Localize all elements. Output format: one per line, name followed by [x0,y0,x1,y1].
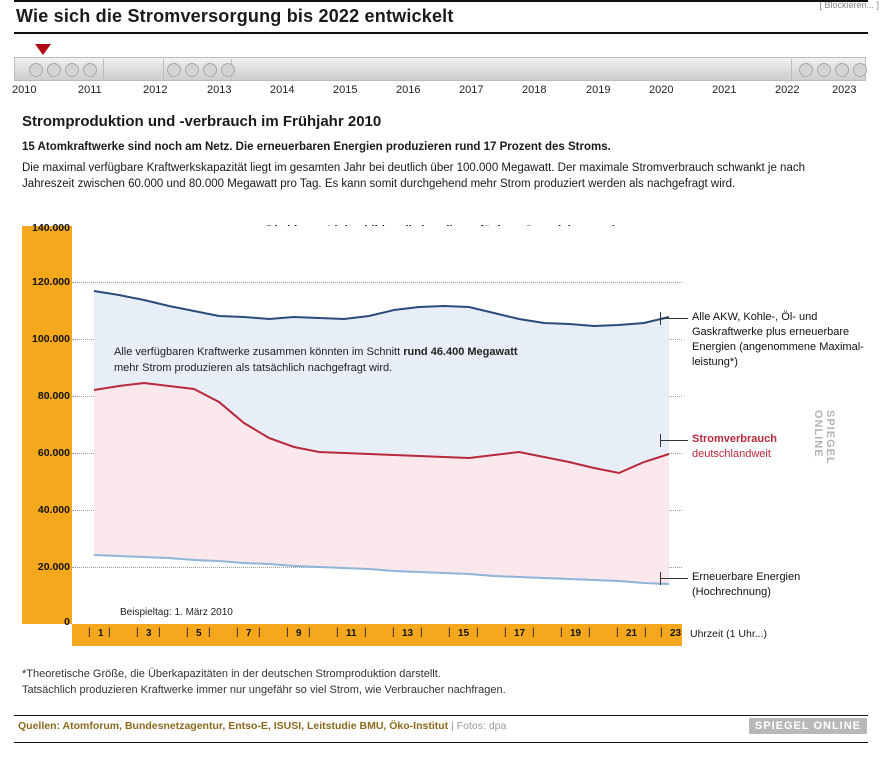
timeline-dots-group-2[interactable] [167,63,235,77]
x-pipe: | [420,627,423,638]
footnote-line-2: Tatsächlich produzieren Kraftwerke immer nur ungefähr so viel Strom, wie Verbraucher nachfragen. [22,684,506,696]
timeline-dot[interactable] [853,63,867,77]
x-tick-1: 1 [98,628,104,639]
sources-label: Quellen: [18,720,61,732]
x-tick-19: 19 [570,628,582,639]
x-pipe: | [532,627,535,638]
x-pipe: | [476,627,479,638]
footnote-line-1: *Theoretische Größe, die Überkapazitäten in der deutschen Stromproduktion darstellt. [22,668,441,680]
timeline-current-marker [35,44,51,55]
x-pipe: | [392,627,395,638]
x-pipe: | [186,627,189,638]
timeline-dot[interactable] [835,63,849,77]
x-pipe: | [336,627,339,638]
timeline-year-2020[interactable]: 2020 [649,84,674,96]
x-tick-15: 15 [458,628,470,639]
sources [18,720,506,732]
x-tick-23: 23 [670,628,682,639]
x-pipe: | [286,627,289,638]
y-tick-0: 0 [64,616,70,628]
timeline-year-2021[interactable]: 2021 [712,84,737,96]
y-tick-140000: 140.000 [32,222,70,234]
timeline-year-2023[interactable]: 2023 [832,84,857,96]
blockieren-label: [ Blockieren... ] [819,0,879,10]
gap-annotation-value: rund 46.400 Megawatt [403,346,518,358]
y-tick-80000: 80.000 [37,390,70,402]
x-pipe: | [504,627,507,638]
timeline-year-2014[interactable]: 2014 [270,84,295,96]
timeline-divider [103,59,104,80]
x-pipe: | [448,627,451,638]
footnotes [22,666,842,698]
leader-renewables-tick [660,572,661,585]
example-day-label: Beispieltag: 1. März 2010 [120,607,233,618]
timeline-divider [791,59,792,80]
x-pipe: | [308,627,311,638]
spiegel-online-logo: SPIEGEL ONLINE [749,718,867,734]
x-pipe: | [136,627,139,638]
x-pipe: | [236,627,239,638]
timeline-divider [163,59,164,80]
chart-container [22,222,867,640]
timeline-year-2013[interactable]: 2013 [207,84,232,96]
sources-divider [14,715,868,716]
timeline-year-2018[interactable]: 2018 [522,84,547,96]
x-pipe: | [560,627,563,638]
leader-consumption [660,440,688,441]
timeline-slider[interactable] [14,57,866,81]
timeline-year-2010[interactable]: 2010 [12,84,37,96]
x-tick-21: 21 [626,628,638,639]
timeline-year-2015[interactable]: 2015 [333,84,358,96]
timeline-year-2019[interactable]: 2019 [586,84,611,96]
timeline-year-2017[interactable]: 2017 [459,84,484,96]
timeline-dot[interactable] [221,63,235,77]
gap-annotation [114,344,654,376]
timeline-dot[interactable] [47,63,61,77]
timeline-dots-group-3[interactable] [799,63,867,77]
y-tick-120000: 120.000 [32,276,70,288]
timeline-dot[interactable] [185,63,199,77]
x-pipe: | [616,627,619,638]
y-tick-100000: 100.000 [32,333,70,345]
legend-renewables-label: Erneuerbare Energien (Hochrechnung) [692,571,801,598]
x-pipe: | [108,627,111,638]
x-tick-11: 11 [346,628,357,639]
x-tick-17: 17 [514,628,526,639]
gap-annotation-pre: Alle verfügbaren Kraftwerke zusammen könnten im Schnitt [114,346,404,358]
leader-capacity-tick [660,312,661,325]
timeline-dot[interactable] [83,63,97,77]
timeline-year-2012[interactable]: 2012 [143,84,168,96]
y-tick-20000: 20.000 [37,561,70,573]
y-tick-60000: 60.000 [37,447,70,459]
timeline-dot[interactable] [799,63,813,77]
x-tick-7: 7 [246,628,252,639]
top-divider [14,0,868,2]
leader-consumption-tick [660,434,661,447]
x-pipe: | [158,627,161,638]
x-tick-9: 9 [296,628,302,639]
bottom-divider [14,742,868,743]
timeline-year-2022[interactable]: 2022 [775,84,800,96]
x-pipe: | [588,627,591,638]
timeline-year-labels [0,84,883,98]
x-tick-5: 5 [196,628,202,639]
timeline-year-2016[interactable]: 2016 [396,84,421,96]
sources-separator: | [451,720,454,732]
y-tick-40000: 40.000 [37,504,70,516]
lead-text: 15 Atomkraftwerke sind noch am Netz. Die erneuerbaren Energien produzieren rund 17 Prozent des Stroms. [22,141,611,153]
x-pipe: | [88,627,91,638]
plot-area [72,226,682,624]
x-pipe: | [660,627,663,638]
chart-subtitle: Stromproduktion und -verbrauch im Frühjahr 2010 [22,113,382,130]
leader-capacity [660,318,688,319]
page-title: Wie sich die Stromversorgung bis 2022 entwickelt [16,6,454,26]
timeline-year-2011[interactable]: 2011 [78,84,102,96]
x-axis-label: Uhrzeit (1 Uhr...) [690,628,768,640]
timeline-dot[interactable] [167,63,181,77]
timeline-dot[interactable] [817,63,831,77]
x-pipe: | [258,627,261,638]
timeline-dot[interactable] [203,63,217,77]
gap-annotation-post: mehr Strom produzieren als tatsächlich nachgefragt wird. [114,362,393,374]
x-pipe: | [208,627,211,638]
photos-credit: Fotos: dpa [456,720,507,732]
legend-capacity-label: Alle AKW, Kohle-, Öl- und Gaskraftwerke plus erneuerbare Energien (angenommene Maximal-leistung*) [692,311,864,368]
headline-underline [14,32,868,34]
x-pipe: | [644,627,647,638]
x-tick-3: 3 [146,628,152,639]
legend-consumption-title: Stromverbrauch [692,433,777,445]
leader-renewables [660,578,688,579]
timeline-dots-group-1[interactable] [29,63,97,77]
chart-svg [72,226,682,624]
body-paragraph: Die maximal verfügbare Kraftwerkskapazität liegt im gesamten Jahr bei deutlich über 100.000 Megawatt. Der maximale Stromverbrauch schwankt je nach Jahreszeit zwischen 60.000 und 80.000 Megawatt pro Tag. Es kann somit durchgehend mehr Strom produziert werden als nachgefragt wird. [22,162,805,190]
x-pipe: | [364,627,367,638]
timeline-dot[interactable] [29,63,43,77]
x-axis-band [72,624,682,646]
timeline-dot[interactable] [65,63,79,77]
sources-text: Atomforum, Bundesnetzagentur, Entso-E, ISUSI, Leitstudie BMU, Öko-Institut [62,720,449,732]
side-watermark: SPIEGEL ONLINE [812,410,836,465]
legend-consumption-sub: deutschlandweit [692,448,771,460]
x-tick-13: 13 [402,628,414,639]
